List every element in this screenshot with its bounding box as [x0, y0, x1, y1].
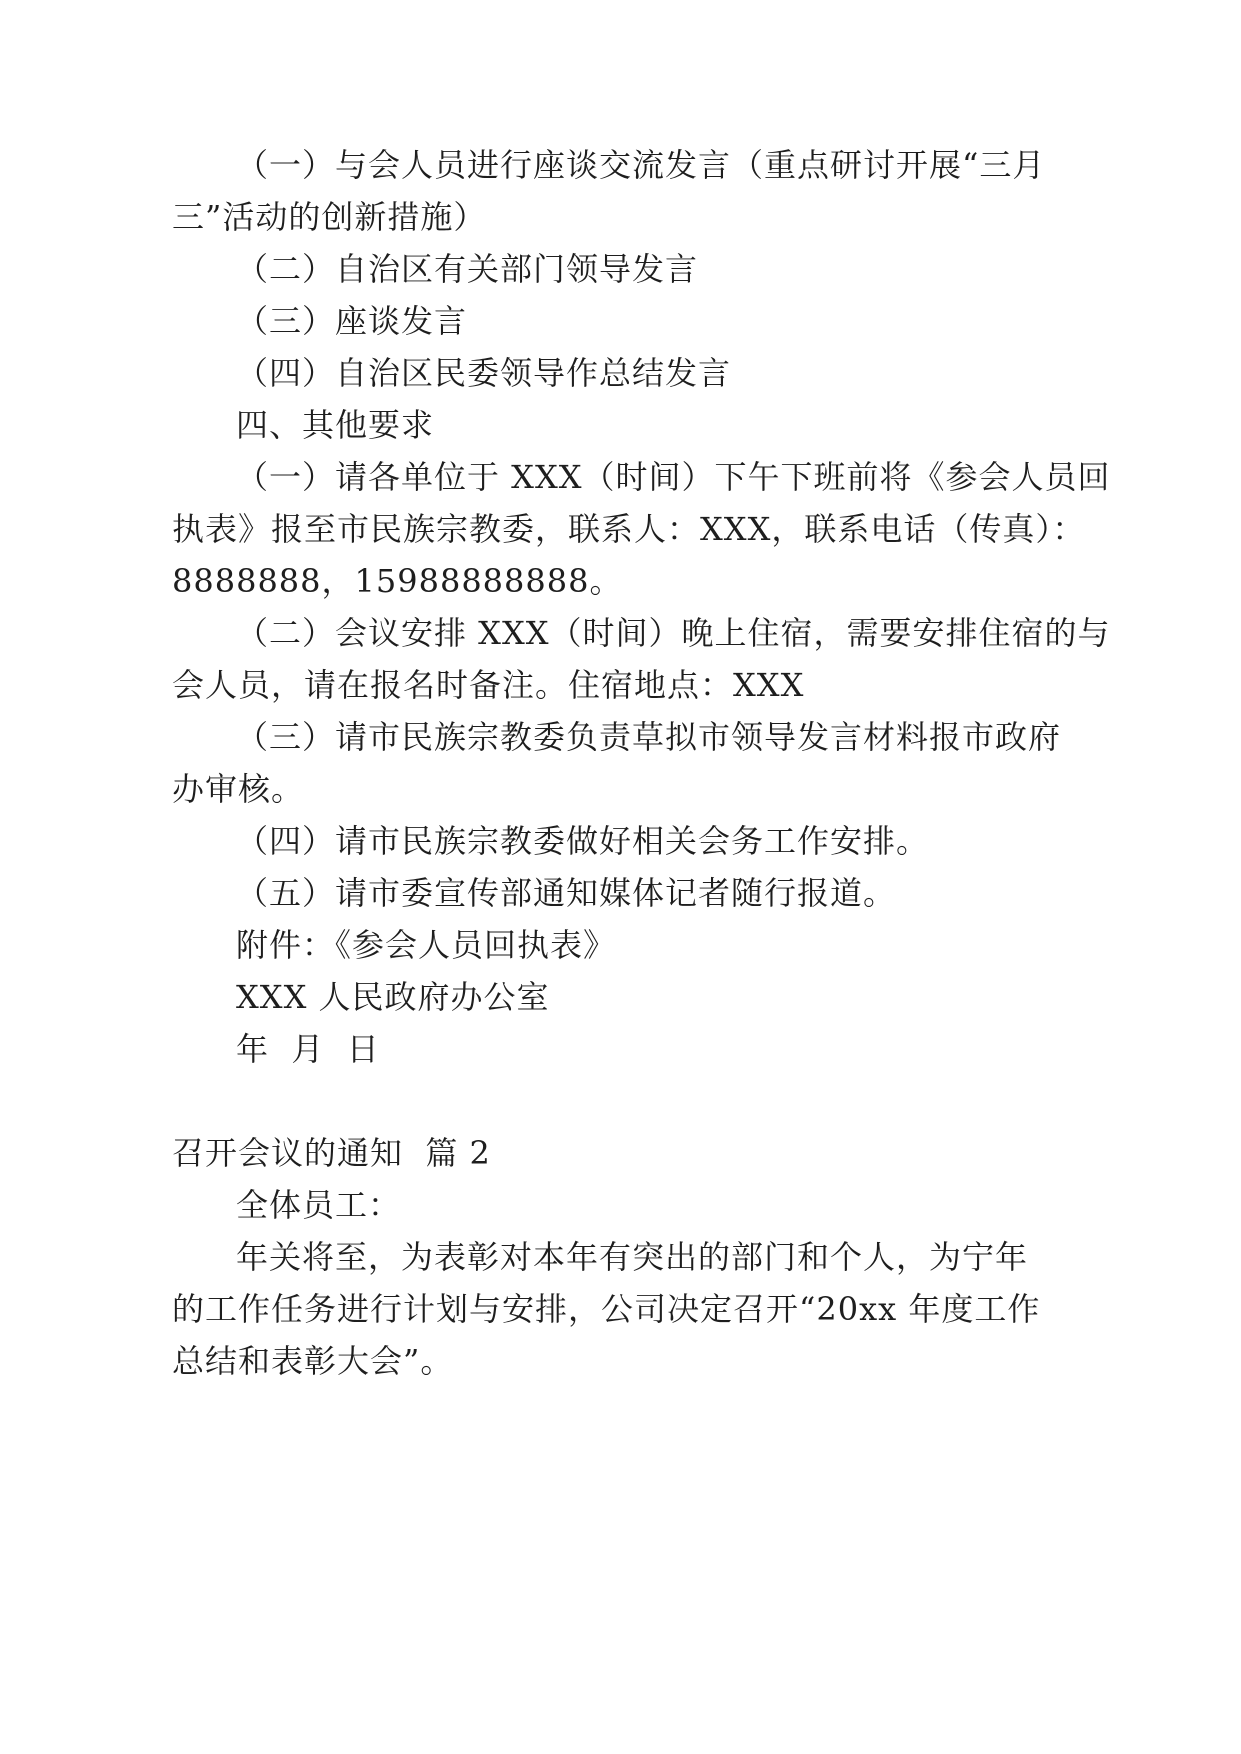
text-line: （四）请市民族宗教委做好相关会务工作安排。 [236, 822, 930, 860]
section-heading: 四、其他要求 [236, 406, 435, 444]
text-line: 三”活动的创新措施） [172, 198, 487, 236]
signature-date: 年 月 日 [236, 1030, 380, 1068]
text-line: （二）会议安排 XXX（时间）晚上住宿，需要安排住宿的与 [236, 614, 1111, 652]
article-title: 召开会议的通知 篇 2 [172, 1134, 491, 1172]
text-line: （五）请市委宣传部通知媒体记者随行报道。 [236, 874, 897, 912]
text-line: （三）座谈发言 [236, 302, 468, 340]
signature-org: XXX 人民政府办公室 [236, 978, 550, 1016]
text-line: 8888888，15988888888。 [172, 562, 623, 600]
text-line: 执表》报至市民族宗教委，联系人：XXX，联系电话（传真）： [172, 510, 1086, 548]
text-line: （四）自治区民委领导作总结发言 [236, 354, 732, 392]
text-line: （三）请市民族宗教委负责草拟市领导发言材料报市政府 [236, 718, 1062, 756]
text-line: 的工作任务进行计划与安排，公司决定召开“20xx 年度工作 [172, 1290, 1041, 1328]
text-line: 年关将至，为表彰对本年有突出的部门和个人，为宁年 [236, 1238, 1029, 1276]
text-line: 办审核。 [172, 770, 305, 808]
text-line: （二）自治区有关部门领导发言 [236, 250, 699, 288]
text-line: 会人员，请在报名时备注。住宿地点：XXX [172, 666, 805, 704]
text-line: （一）请各单位于 XXX（时间）下午下班前将《参会人员回 [236, 458, 1111, 496]
salutation: 全体员工： [236, 1186, 402, 1224]
attachment-line: 附件：《参会人员回执表》 [236, 926, 617, 964]
text-line: 总结和表彰大会”。 [172, 1342, 454, 1380]
text-line: （一）与会人员进行座谈交流发言（重点研讨开展“三月 [236, 146, 1046, 184]
